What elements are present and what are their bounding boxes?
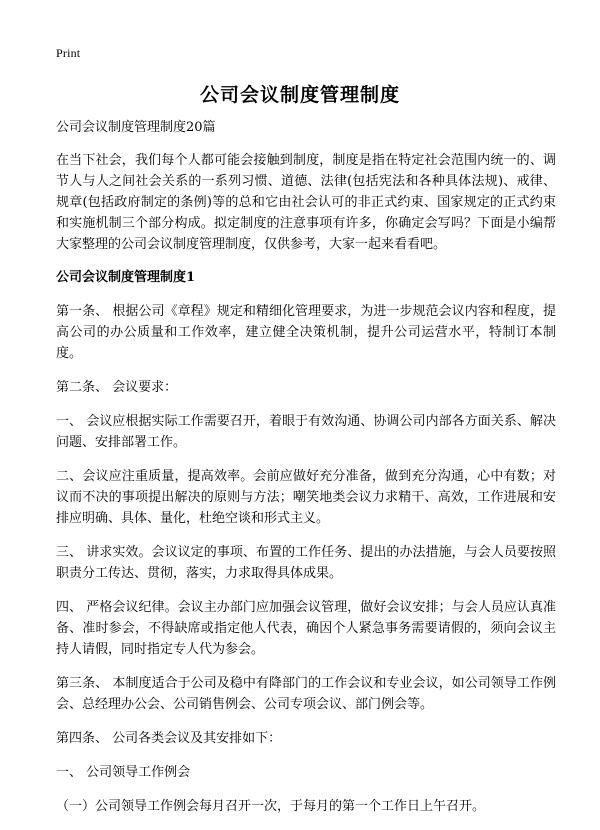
document-subtitle: 公司会议制度管理制度20篇 [56,120,216,135]
requirement-4-paragraph: 四、 严格会议纪律。会议主办部门应加强会议管理，做好会议安排；与会人员应认真准备、准时参会，不得缺席或指定他人代表，确因个人紧急事务需要请假的，须向会议主持人请假，同时指定专人代为参会。 [56,600,556,657]
document-title: 公司会议制度管理制度 [199,84,400,106]
print-link[interactable]: Print [56,46,81,60]
article-3-paragraph: 第三条、 本制度适合于公司及稳中有降部门的工作会议和专业会议，如公司领导工作例会、总经理办公会、公司销售例会、公司专项会议、部门例会等。 [56,676,556,712]
article-2-paragraph: 第二条、 会议要求： [56,380,178,395]
requirement-1-paragraph: 一、 会议应根据实际工作需要召开，着眼于有效沟通、协调公司内部各方面关系、解决问题、安排部署工作。 [56,414,556,450]
intro-paragraph: 在当下社会，我们每个人都可能会接触到制度，制度是指在特定社会范围内统一的、调节人与人之间社会关系的一系列习惯、道德、法律(包括宪法和各种具体法规)、戒律、规章(包括政府制定的条例)等的总和它由社会认可的非正式约束、国家规定的正式约束和实施机制三个部分构成。拟定制度的注意事项有许多，你确定会写吗？下面是小编帮大家整理的公司会议制度管理制度，仅供参考，大家一起来看看吧。 [56,153,556,252]
meeting-type-1-paragraph: 一、 公司领导工作例会 [56,765,191,780]
article-4-paragraph: 第四条、 公司各类会议及其安排如下： [56,731,282,746]
requirement-2-paragraph: 二、会议应注重质量，提高效率。会前应做好充分准备，做到充分沟通，心中有数；对议而不决的事项提出解决的原则与方法；嘲笑地类会议力求精干、高效，工作进展和安排应明确、具体、量化，杜绝空谈和形式主义。 [56,469,556,526]
document-body [56,118,556,830]
requirement-3-paragraph: 三、 讲求实效。会议议定的事项、布置的工作任务、提出的办法措施，与会人员要按照职责分工传达、贯彻，落实，力求取得具体成果。 [56,545,556,581]
article-1-paragraph: 第一条、 根据公司《章程》规定和精细化管理要求，为进一步规范会议内容和程度，提高公司的办公质量和工作效率，建立健全决策机制，提升公司运营水平，特制订本制度。 [56,304,556,361]
meeting-schedule-paragraph: （一）公司领导工作例会每月召开一次，于每月的第一个工作日上午召开。 [56,799,486,814]
section-heading: 公司会议制度管理制度1 [56,270,196,285]
